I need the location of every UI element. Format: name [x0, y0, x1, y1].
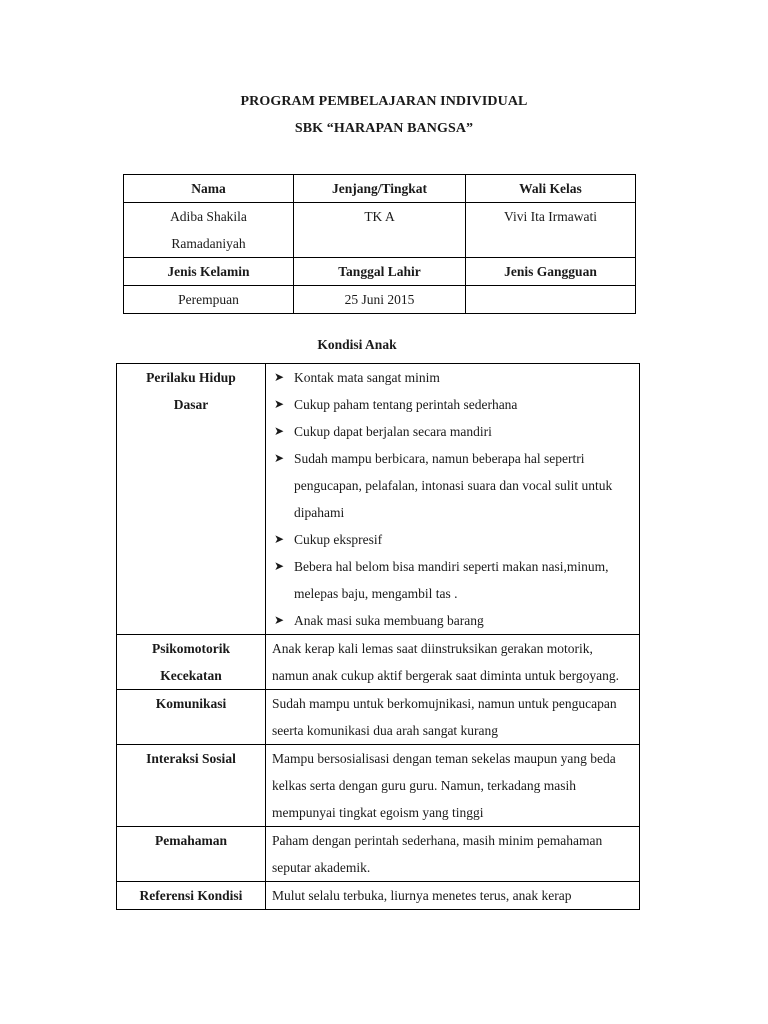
condition-label: Interaksi Sosial: [117, 745, 266, 827]
condition-description: Mulut selalu terbuka, liurnya menetes terus, anak kerap: [266, 882, 640, 910]
condition-description: [266, 364, 640, 635]
list-item-text: Sudah mampu berbicara, namun beberapa hal sepertri pengucapan, pelafalan, intonasi suara dan vocal sulit untuk dipahami: [294, 451, 613, 520]
condition-description: Anak kerap kali lemas saat diinstruksikan gerakan motorik, namun anak cukup aktif bergerak saat diminta untuk bergoyang.: [266, 635, 640, 690]
bullet-list: [272, 364, 633, 634]
header-jenjang: Jenjang/Tingkat: [294, 175, 466, 203]
value-jenjang: TK A: [294, 203, 466, 258]
value-wali-kelas: Vivi Ita Irmawati: [466, 203, 636, 258]
arrow-bullet-icon: ➤: [274, 532, 285, 546]
value-tanggal-lahir: 25 Juni 2015: [294, 286, 466, 314]
arrow-bullet-icon: ➤: [274, 397, 285, 411]
condition-description: Sudah mampu untuk berkomujnikasi, namun untuk pengucapan seerta komunikasi dua arah sangat kurang: [266, 690, 640, 745]
info-header-row-2: [124, 258, 636, 286]
list-item: [272, 418, 633, 445]
list-item-text: Bebera hal belom bisa mandiri seperti makan nasi,minum, melepas baju, mengambil tas .: [294, 559, 609, 601]
condition-row-pemahaman: [117, 827, 640, 882]
condition-description: Paham dengan perintah sederhana, masih minim pemahaman seputar akademik.: [266, 827, 640, 882]
condition-row-referensi: [117, 882, 640, 910]
condition-label: Psikomotorik Kecekatan: [117, 635, 266, 690]
condition-label: Komunikasi: [117, 690, 266, 745]
header-jenis-gangguan: Jenis Gangguan: [466, 258, 636, 286]
header-wali-kelas: Wali Kelas: [466, 175, 636, 203]
list-item: [272, 445, 633, 526]
header-tanggal-lahir: Tanggal Lahir: [294, 258, 466, 286]
header-nama: Nama: [124, 175, 294, 203]
list-item: [272, 364, 633, 391]
condition-row-psikomotorik: [117, 635, 640, 690]
condition-row-perilaku: [117, 364, 640, 635]
header-jenis-kelamin: Jenis Kelamin: [124, 258, 294, 286]
condition-label: Referensi Kondisi: [117, 882, 266, 910]
value-nama: Adiba Shakila Ramadaniyah: [124, 203, 294, 258]
arrow-bullet-icon: ➤: [274, 451, 285, 465]
condition-label: Perilaku Hidup Dasar: [117, 364, 266, 635]
list-item-text: Cukup paham tentang perintah sederhana: [294, 397, 518, 412]
list-item: [272, 553, 633, 607]
list-item-text: Cukup ekspresif: [294, 532, 383, 547]
list-item: [272, 526, 633, 553]
condition-row-interaksi: [117, 745, 640, 827]
arrow-bullet-icon: ➤: [274, 613, 285, 627]
list-item-text: Cukup dapat berjalan secara mandiri: [294, 424, 492, 439]
list-item: [272, 391, 633, 418]
list-item-text: Kontak mata sangat minim: [294, 370, 440, 385]
condition-description: Mampu bersosialisasi dengan teman sekelas maupun yang beda kelkas serta dengan guru guru. Namun, terkadang masih mempunyai tingkat egoism yang tinggi: [266, 745, 640, 827]
condition-table: [116, 363, 640, 910]
list-item: [272, 607, 633, 634]
info-value-row: [124, 203, 636, 258]
arrow-bullet-icon: ➤: [274, 559, 285, 573]
value-jenis-kelamin: Perempuan: [124, 286, 294, 314]
arrow-bullet-icon: ➤: [274, 370, 285, 384]
section-title: Kondisi Anak: [317, 337, 397, 352]
info-value-row-2: [124, 286, 636, 314]
document-title: PROGRAM PEMBELAJARAN INDIVIDUAL: [240, 94, 528, 109]
document-subtitle: SBK “HARAPAN BANGSA”: [294, 121, 474, 136]
arrow-bullet-icon: ➤: [274, 424, 285, 438]
student-info-table: [123, 174, 636, 314]
condition-label: Pemahaman: [117, 827, 266, 882]
value-jenis-gangguan: [466, 286, 636, 314]
condition-row-komunikasi: [117, 690, 640, 745]
list-item-text: Anak masi suka membuang barang: [294, 613, 484, 628]
info-header-row: [124, 175, 636, 203]
